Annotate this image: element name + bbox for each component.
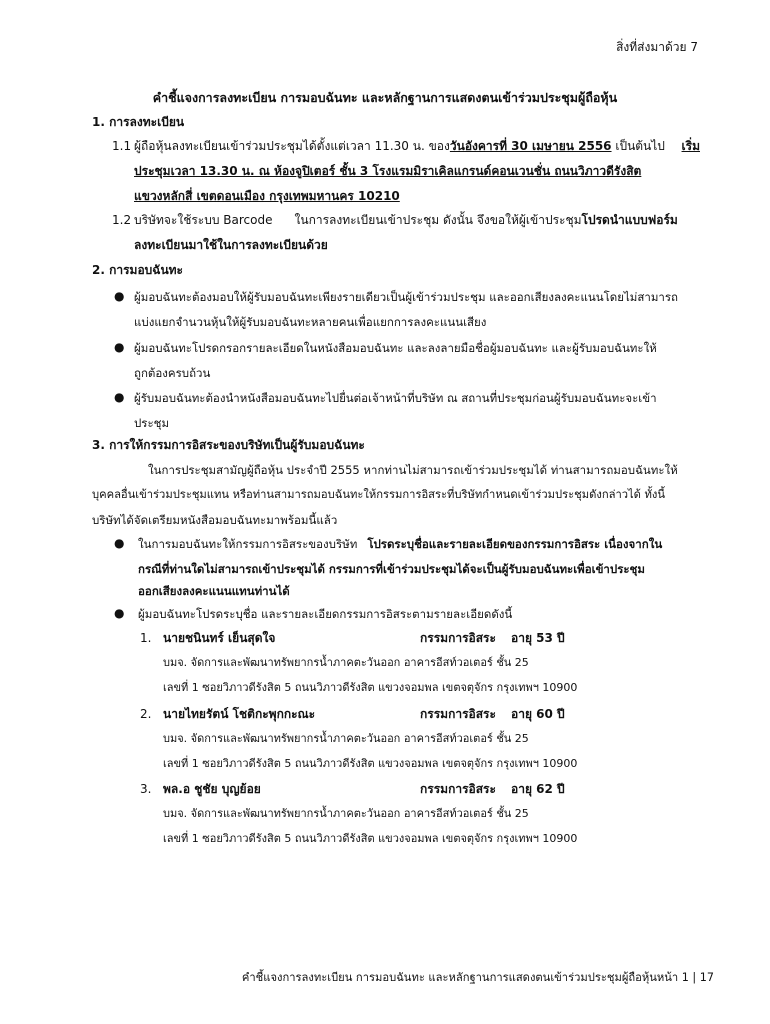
bullet-dot: ● — [114, 340, 125, 354]
s2-bullet-3-line-1: ผู้รับมอบฉันทะต้องนำหนังสือมอบฉันทะไปยื่นต่อเจ้าหน้าที่บริษัท ณ สถานที่ประชุมก่อนผู้รับมอบฉันทะจะเข้า — [134, 391, 657, 405]
item-1-1-line-3: แขวงหลักสี่ เขตดอนเมือง กรุงเทพมหานคร 10210 — [134, 189, 400, 203]
s2-bullet-1-line-2: แบ่งแยกจำนวนหุ้นให้ผู้รับมอบฉันทะหลายคนเพื่อแยกการลงคะแนนเสียง — [134, 315, 487, 329]
director-name: นายชนินทร์ เย็นสุดใจ — [163, 631, 276, 645]
s3-bullet-1-text-a: ในการมอบฉันทะให้กรรมการอิสระของบริษัท — [138, 537, 358, 551]
bullet-dot: ● — [114, 289, 125, 303]
director-number: 2. — [140, 707, 152, 721]
s3-bullet-1-line-2: กรณีที่ท่านใดไม่สามารถเข้าประชุมได้ กรรมการที่เข้าร่วมประชุมได้จะเป็นผู้รับมอบฉันทะเพื่อเข้าประชุม — [138, 562, 645, 576]
director-address: เลขที่ 1 ซอยวิภาวดีรังสิต 5 ถนนวิภาวดีรังสิต แขวงจอมพล เขตจตุจักร กรุงเทพฯ 10900 — [163, 757, 578, 770]
item-1-1-date: วันอังคารที่ 30 เมษายน 2556 — [449, 139, 612, 153]
s3-paragraph-line-2: บุคคลอื่นเข้าร่วมประชุมแทน หรือท่านสามารถมอบฉันทะให้กรรมการอิสระที่บริษัทกำหนดเข้าร่วมประชุมดังกล่าวได้ ทั้งนี้ — [92, 488, 665, 501]
item-1-1-text-c: เป็นต้นไป — [611, 139, 665, 153]
section-3-heading: 3. การให้กรรมการอิสระของบริษัทเป็นผู้รับมอบฉันทะ — [92, 438, 365, 452]
item-1-1-text-a: ผู้ถือหุ้นลงทะเบียนเข้าร่วมประชุมได้ตั้งแต่เวลา 11.30 น. ของ — [134, 139, 450, 153]
item-1-1-line-1 — [134, 138, 700, 154]
item-1-2-text-c: โปรดนำแบบฟอร์ม — [581, 213, 678, 227]
bullet-dot: ● — [114, 606, 125, 620]
s2-bullet-3-line-2: ประชุม — [134, 416, 170, 430]
item-1-2-text-a: บริษัทจะใช้ระบบ Barcode — [134, 213, 273, 227]
bullet-dot: ● — [114, 536, 125, 550]
attachment-label: สิ่งที่ส่งมาด้วย 7 — [616, 40, 698, 54]
director-number: 3. — [140, 782, 152, 796]
bullet-dot: ● — [114, 390, 125, 404]
director-name: นายไทยรัตน์ โชติกะพุกกะณะ — [163, 707, 316, 721]
director-role: กรรมการอิสระ — [420, 782, 496, 796]
director-org: บมจ. จัดการและพัฒนาทรัพยากรน้ำภาคตะวันออก อาคารอีสท์วอเตอร์ ชั้น 25 — [163, 732, 529, 745]
page-footer: คำชี้แจงการลงทะเบียน การมอบฉันทะ และหลักฐานการแสดงตนเข้าร่วมประชุมผู้ถือหุ้นหน้า 1 | 17 — [241, 971, 714, 984]
director-address: เลขที่ 1 ซอยวิภาวดีรังสิต 5 ถนนวิภาวดีรังสิต แขวงจอมพล เขตจตุจักร กรุงเทพฯ 10900 — [163, 832, 578, 845]
item-1-2-line-1 — [134, 212, 678, 228]
s3-paragraph-line-3: บริษัทได้จัดเตรียมหนังสือมอบฉันทะมาพร้อมนี้แล้ว — [92, 513, 338, 527]
director-age: อายุ 60 ปี — [511, 707, 565, 721]
item-1-1-line-2: ประชุมเวลา 13.30 น. ณ ห้องจูปิเตอร์ ชั้น 3 โรงแรมมิราเคิลแกรนด์คอนเวนชั่น ถนนวิภาวดีรังสิต — [134, 164, 642, 178]
director-age: อายุ 62 ปี — [511, 782, 565, 796]
s3-paragraph-line-1: ในการประชุมสามัญผู้ถือหุ้น ประจำปี 2555 หากท่านไม่สามารถเข้าร่วมประชุมได้ ท่านสามารถมอบฉันทะให้ — [148, 463, 678, 477]
item-1-1-number: 1.1 — [112, 139, 132, 153]
s2-bullet-2-line-2: ถูกต้องครบถ้วน — [134, 366, 211, 380]
s3-bullet-2: ผู้มอบฉันทะโปรดระบุชื่อ และรายละเอียดกรรมการอิสระตามรายละเอียดดังนี้ — [138, 607, 513, 621]
s3-bullet-1-line-1 — [138, 536, 662, 552]
item-1-2-text-b: ในการลงทะเบียนเข้าประชุม ดังนั้น จึงขอให้ผู้เข้าประชุม — [294, 213, 582, 227]
s2-bullet-1-line-1: ผู้มอบฉันทะต้องมอบให้ผู้รับมอบฉันทะเพียงรายเดียวเป็นผู้เข้าร่วมประชุม และออกเสียงลงคะแนนโดยไม่สามารถ — [134, 290, 679, 304]
director-address: เลขที่ 1 ซอยวิภาวดีรังสิต 5 ถนนวิภาวดีรังสิต แขวงจอมพล เขตจตุจักร กรุงเทพฯ 10900 — [163, 681, 578, 694]
section-1-heading: 1. การลงทะเบียน — [92, 115, 185, 129]
director-role: กรรมการอิสระ — [420, 631, 496, 645]
s2-bullet-2-line-1: ผู้มอบฉันทะโปรดกรอกรายละเอียดในหนังสือมอบฉันทะ และลงลายมือชื่อผู้มอบฉันทะ และผู้รับมอบฉันทะให้ — [134, 341, 657, 355]
s3-bullet-1-line-3: ออกเสียงลงคะแนนแทนท่านได้ — [138, 584, 290, 598]
director-name: พล.อ ชูชัย บุญย้อย — [163, 782, 261, 796]
item-1-1-start: เริ่ม — [681, 139, 700, 153]
s3-bullet-1-text-b: โปรดระบุชื่อและรายละเอียดของกรรมการอิสระ เนื่องจากใน — [367, 537, 663, 551]
document-title: คำชี้แจงการลงทะเบียน การมอบฉันทะ และหลักฐานการแสดงตนเข้าร่วมประชุมผู้ถือหุ้น — [152, 90, 618, 105]
item-1-2-number: 1.2 — [112, 213, 132, 227]
director-role: กรรมการอิสระ — [420, 707, 496, 721]
item-1-2-line-2: ลงทะเบียนมาใช้ในการลงทะเบียนด้วย — [134, 238, 328, 252]
director-number: 1. — [140, 631, 152, 645]
director-age: อายุ 53 ปี — [511, 631, 565, 645]
section-2-heading: 2. การมอบฉันทะ — [92, 263, 184, 277]
director-org: บมจ. จัดการและพัฒนาทรัพยากรน้ำภาคตะวันออก อาคารอีสท์วอเตอร์ ชั้น 25 — [163, 807, 529, 820]
director-org: บมจ. จัดการและพัฒนาทรัพยากรน้ำภาคตะวันออก อาคารอีสท์วอเตอร์ ชั้น 25 — [163, 656, 529, 669]
